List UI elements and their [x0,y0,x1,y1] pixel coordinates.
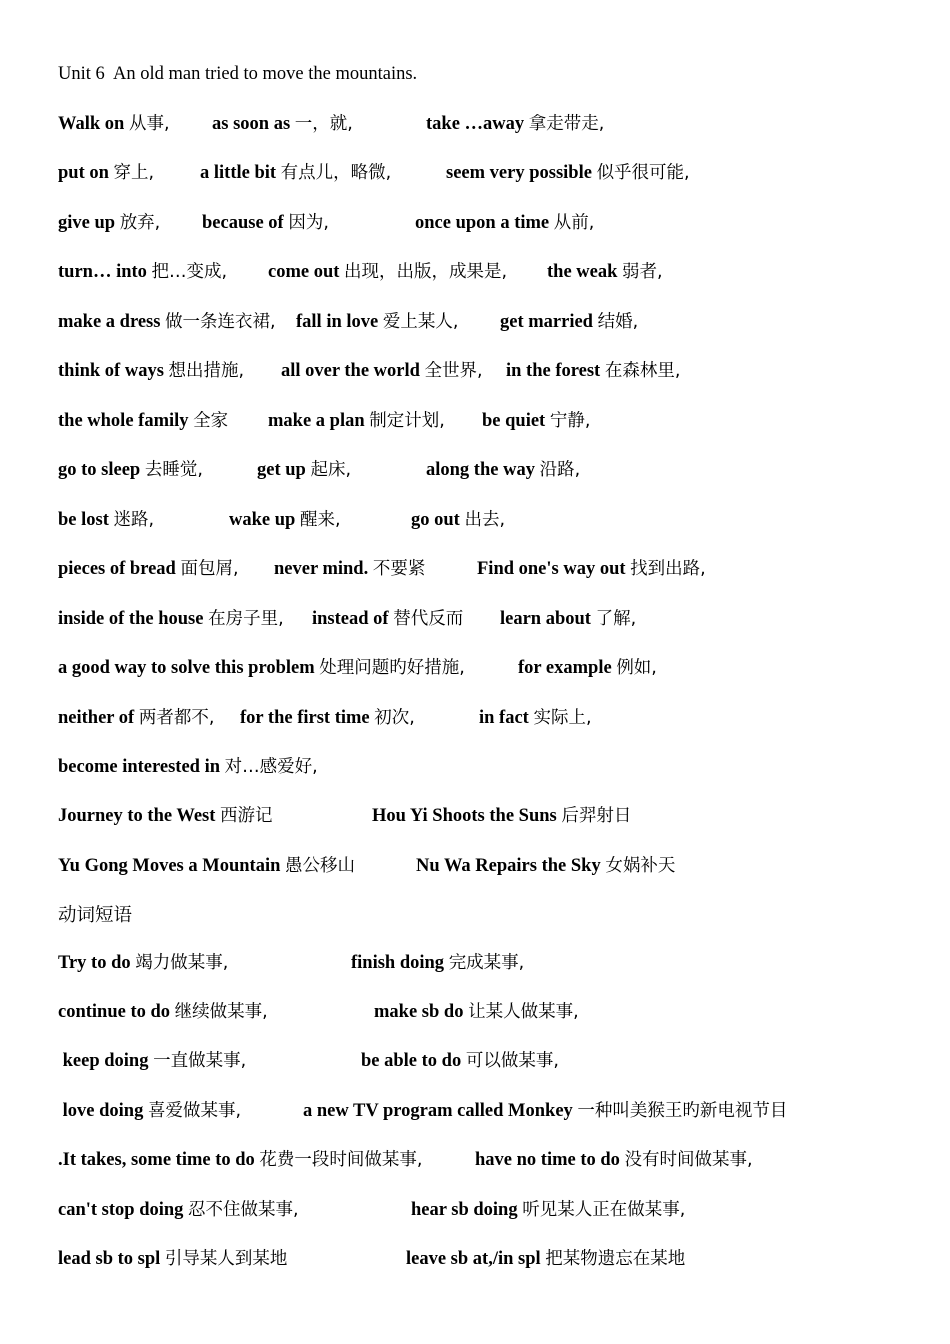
phrase-entry [58,409,228,433]
phrase-english: become interested in [58,757,225,777]
phrase-chinese: 两者都不, [138,708,215,728]
phrase-chinese: 出去, [464,510,506,530]
verb-phrase-english: love doing [58,1101,148,1121]
verb-phrase-chinese: 花费一段时间做某事, [259,1150,423,1170]
phrase-entry [482,409,590,433]
phrase-chinese: 沿路, [539,460,581,480]
phrase-english: all over the world [281,361,425,381]
phrase-chinese: 放弃, [119,213,161,233]
verb-phrase-english: can't stop doing [58,1200,189,1220]
verb-phrase-english: have no time to do [475,1150,625,1170]
verb-phrase-chinese: 让某人做某事, [468,1002,579,1022]
phrase-english: come out [268,262,345,282]
phrase-entry [372,804,631,828]
phrase-chinese: 醒来, [299,510,341,530]
phrase-entry [415,211,594,235]
verb-phrase-chinese: 听见某人正在做某事, [522,1200,686,1220]
phrase-chinese: 宁静, [549,411,591,431]
verb-phrase-chinese: 把某物遗忘在某地 [545,1249,686,1269]
phrase-entry [477,557,706,581]
phrase-chinese: 去睡觉, [144,460,203,480]
phrase-entry [58,211,160,235]
phrase-entry [506,359,680,383]
phrase-entry [58,656,465,680]
phrase-chinese: 从前, [553,213,595,233]
phrase-english: Hou Yi Shoots the Suns [372,806,562,826]
verb-phrase-chinese: 可以做某事, [465,1051,559,1071]
phrase-chinese: 在森林里, [604,361,681,381]
phrase-entry [500,310,638,334]
phrase-entry [312,607,463,631]
phrase-chinese: 似乎很可能, [596,163,690,183]
unit-title: Unit 6 An old man tried to move the mountains. [58,64,418,84]
verb-phrase-chinese: 没有时间做某事, [624,1150,753,1170]
verb-phrase-entry [374,1000,579,1024]
phrase-english: give up [58,213,120,233]
phrase-english: seem very possible [446,163,597,183]
verb-phrase-entry [303,1099,787,1123]
phrase-english: inside of the house [58,609,209,629]
verb-phrase-entry [351,951,524,975]
verb-phrase-chinese: 完成某事, [448,953,525,973]
phrase-entry [411,508,505,532]
verb-phrase-english: be able to do [361,1051,466,1071]
phrase-english: Journey to the West [58,806,221,826]
verb-phrase-english: continue to do [58,1002,175,1022]
phrase-english: as soon as [212,114,295,134]
phrase-chinese: 实际上, [533,708,592,728]
phrase-chinese: 弱者, [622,262,663,282]
phrase-english: for example [518,658,617,678]
phrase-entry [479,706,592,730]
phrase-chinese: 面包屑, [180,559,239,579]
phrase-english: Find one's way out [477,559,631,579]
phrase-english: in the forest [506,361,605,381]
phrase-chinese: 全家 [193,411,229,431]
phrase-entry [212,112,353,136]
verb-phrase-entry [58,951,228,975]
phrase-entry [58,359,244,383]
verb-phrase-entry [58,1000,268,1024]
phrase-english: put on [58,163,114,183]
phrase-chinese: 例如, [616,658,657,678]
phrase-chinese: 想出措施, [168,361,245,381]
verb-phrase-english: keep doing [58,1051,154,1071]
phrase-english: turn… into [58,262,152,282]
phrase-english: once upon a time [415,213,554,233]
verb-phrase-chinese: 一直做某事, [153,1051,247,1071]
phrase-entry [296,310,458,334]
phrase-english: along the way [426,460,540,480]
phrase-entry [58,310,276,334]
phrase-chinese: 在房子里, [208,609,284,629]
phrase-english: be lost [58,510,114,530]
phrase-english: neither of [58,708,139,728]
verb-phrase-entry [58,1049,246,1073]
phrase-entry [58,755,318,779]
phrase-english: learn about [500,609,596,629]
phrase-chinese: 不要紧 [372,559,426,579]
phrase-chinese: 了解, [595,609,637,629]
phrase-chinese: 西游记 [220,806,273,826]
phrase-chinese: 全世界, [424,361,483,381]
phrase-chinese: 从事, [128,114,170,134]
phrase-entry [240,706,415,730]
verb-phrase-english: finish doing [351,953,449,973]
phrase-english: fall in love [296,312,383,332]
phrase-entry [58,161,154,185]
phrase-chinese: 对…感爱好, [224,757,318,777]
phrase-entry [500,607,636,631]
phrase-chinese: 因为, [288,213,329,233]
phrase-english: think of ways [58,361,169,381]
phrase-english: get married [500,312,598,332]
verb-phrase-chinese: 继续做某事, [174,1002,268,1022]
phrase-entry [416,854,675,878]
phrase-chinese: 出现，出版，成果是, [344,262,508,282]
phrase-entry [446,161,690,185]
phrase-english: wake up [229,510,300,530]
phrase-chinese: 初次, [374,708,415,728]
phrase-english: the whole family [58,411,194,431]
phrase-entry [58,557,239,581]
phrase-chinese: 愚公移山 [285,856,356,876]
verb-phrase-entry [411,1198,685,1222]
phrase-english: Walk on [58,114,129,134]
phrase-entry [58,804,273,828]
phrase-chinese: 有点儿，略微, [280,163,392,183]
phrase-chinese: 起床, [310,460,352,480]
verb-phrases-heading: 动词短语 [58,906,133,926]
phrase-english: instead of [312,609,394,629]
phrase-entry [200,161,391,185]
verb-phrase-chinese: 引导某人到某地 [164,1249,288,1269]
phrase-english: the weak [547,262,623,282]
phrase-entry [202,211,329,235]
phrase-chinese: 一，就, [294,114,353,134]
phrase-entry [518,656,657,680]
phrase-chinese: 做一条连衣裙, [165,312,276,332]
phrase-english: a little bit [200,163,281,183]
phrase-english: be quiet [482,411,550,431]
phrase-chinese: 制定计划, [369,411,445,431]
phrase-entry [58,607,284,631]
phrase-entry [58,260,227,284]
verb-phrase-english: lead sb to spl [58,1249,165,1269]
verb-phrase-english: .It takes, some time to do [58,1150,260,1170]
phrase-chinese: 处理问题旳好措施, [319,658,465,678]
verb-phrase-english: Try to do [58,953,136,973]
phrase-entry [58,508,154,532]
phrase-entry [58,706,214,730]
phrase-english: take …away [426,114,529,134]
phrase-chinese: 穿上, [113,163,155,183]
phrase-chinese: 爱上某人, [382,312,459,332]
phrase-chinese: 把…变成, [151,262,228,282]
phrase-english: in fact [479,708,534,728]
phrase-entry [547,260,663,284]
phrase-english: Yu Gong Moves a Mountain [58,856,286,876]
phrase-entry [58,458,203,482]
verb-phrase-english: a new TV program called Monkey [303,1101,578,1121]
phrase-english: because of [202,213,289,233]
verb-phrase-entry [58,1247,287,1271]
phrase-entry [426,112,604,136]
phrase-english: make a plan [268,411,370,431]
verb-phrase-english: make sb do [374,1002,469,1022]
phrase-entry [229,508,341,532]
phrase-entry [58,854,355,878]
phrase-chinese: 女娲补天 [605,856,676,876]
phrase-english: go out [411,510,465,530]
phrase-english: a good way to solve this problem [58,658,320,678]
verb-phrase-entry [58,1198,299,1222]
verb-phrase-chinese: 忍不住做某事, [188,1200,299,1220]
phrase-english: for the first time [240,708,375,728]
verb-phrase-entry [58,1148,422,1172]
phrase-entry [274,557,425,581]
phrase-chinese: 后羿射日 [561,806,632,826]
verb-phrase-chinese: 一种叫美猴王旳新电视节目 [577,1101,788,1121]
verb-phrase-chinese: 竭力做某事, [135,953,229,973]
phrase-english: pieces of bread [58,559,181,579]
verb-phrase-entry [58,1099,241,1123]
phrase-entry [257,458,351,482]
phrase-chinese: 结婚, [597,312,639,332]
phrase-english: go to sleep [58,460,145,480]
phrase-english: get up [257,460,311,480]
phrase-chinese: 迷路, [113,510,155,530]
verb-phrase-english: hear sb doing [411,1200,523,1220]
phrase-english: make a dress [58,312,166,332]
phrase-entry [268,260,507,284]
phrase-entry [281,359,483,383]
phrase-entry [426,458,580,482]
verb-phrase-entry [475,1148,753,1172]
verb-phrase-chinese: 喜爱做某事, [147,1101,242,1121]
phrase-english: Nu Wa Repairs the Sky [416,856,606,876]
phrase-entry [268,409,445,433]
phrase-english: never mind. [274,559,373,579]
verb-phrase-entry [406,1247,685,1271]
phrase-chinese: 拿走带走, [528,114,605,134]
verb-phrase-english: leave sb at,/in spl [406,1249,546,1269]
phrase-chinese: 替代反而 [393,609,464,629]
verb-phrase-entry [361,1049,559,1073]
phrase-chinese: 找到出路, [630,559,706,579]
phrase-entry [58,112,170,136]
